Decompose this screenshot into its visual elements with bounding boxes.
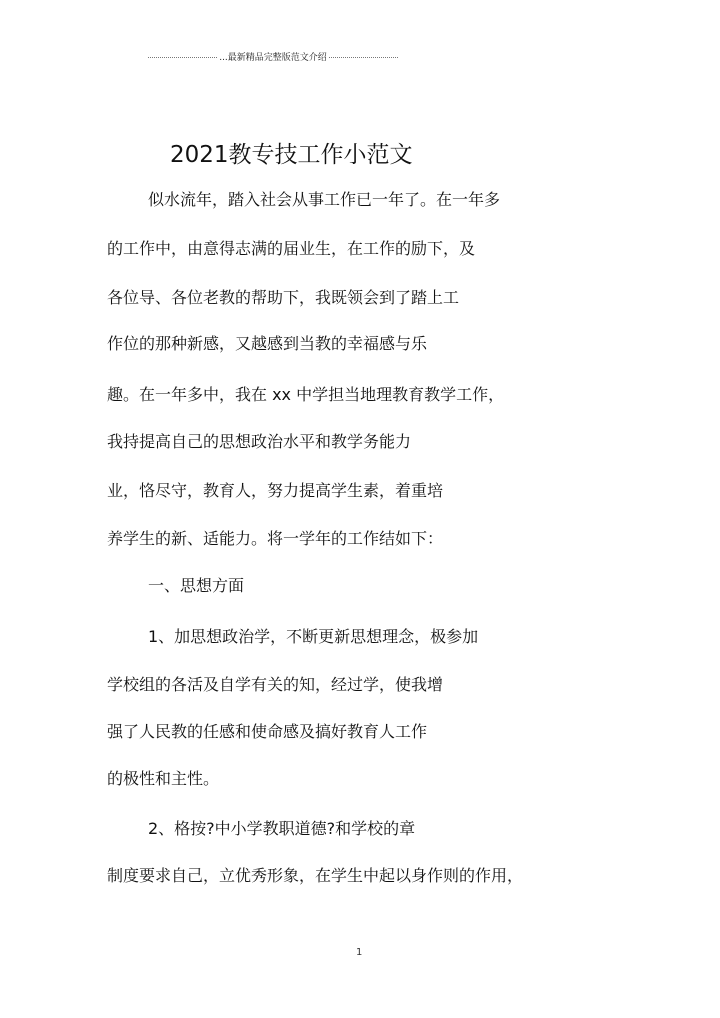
document-title: 2021教专技工作小范文 — [170, 142, 413, 168]
header-dots-right — [329, 57, 398, 58]
text-line: 的工作中，由意得志满的届业生，在工作的励下，及 — [107, 239, 476, 258]
section-heading: 一、思想方面 — [148, 576, 245, 595]
text-line: 各位导、各位老教的帮助下，我既领会到了踏上工 — [107, 288, 460, 307]
header-dots-left — [148, 57, 217, 58]
header-text: ...最新精品完整版范文介绍 — [219, 53, 327, 63]
text-line: 制度要求自己，立优秀形象，在学生中起以身作则的作用， — [107, 866, 524, 885]
page-number: 1 — [356, 947, 363, 958]
text-line: 养学生的新、适能力。将一学年的工作结如下： — [107, 529, 444, 548]
text-line: 1、加思想政治学，不断更新思想理念，极参加 — [148, 627, 479, 646]
text-line: 作位的那种新感，又越感到当教的幸福感与乐 — [107, 334, 428, 353]
page-header — [148, 50, 398, 63]
text-line: 学校组的各活及自学有关的知，经过学，使我增 — [107, 675, 444, 694]
text-line: 的极性和主性。 — [107, 769, 220, 788]
text-line: 强了人民教的任感和使命感及搞好教育人工作 — [107, 722, 428, 741]
text-line: 似水流年，踏入社会从事工作已一年了。在一年多 — [148, 190, 501, 209]
text-line: 趣。在一年多中，我在 xx 中学担当地理教育教学工作， — [107, 385, 505, 404]
text-line: 2、格按?中小学教职道德?和学校的章 — [148, 819, 416, 838]
text-line: 我持提高自己的思想政治水平和教学务能力 — [107, 432, 412, 451]
text-line: 业，恪尽守，教育人，努力提高学生素，着重培 — [107, 481, 444, 500]
